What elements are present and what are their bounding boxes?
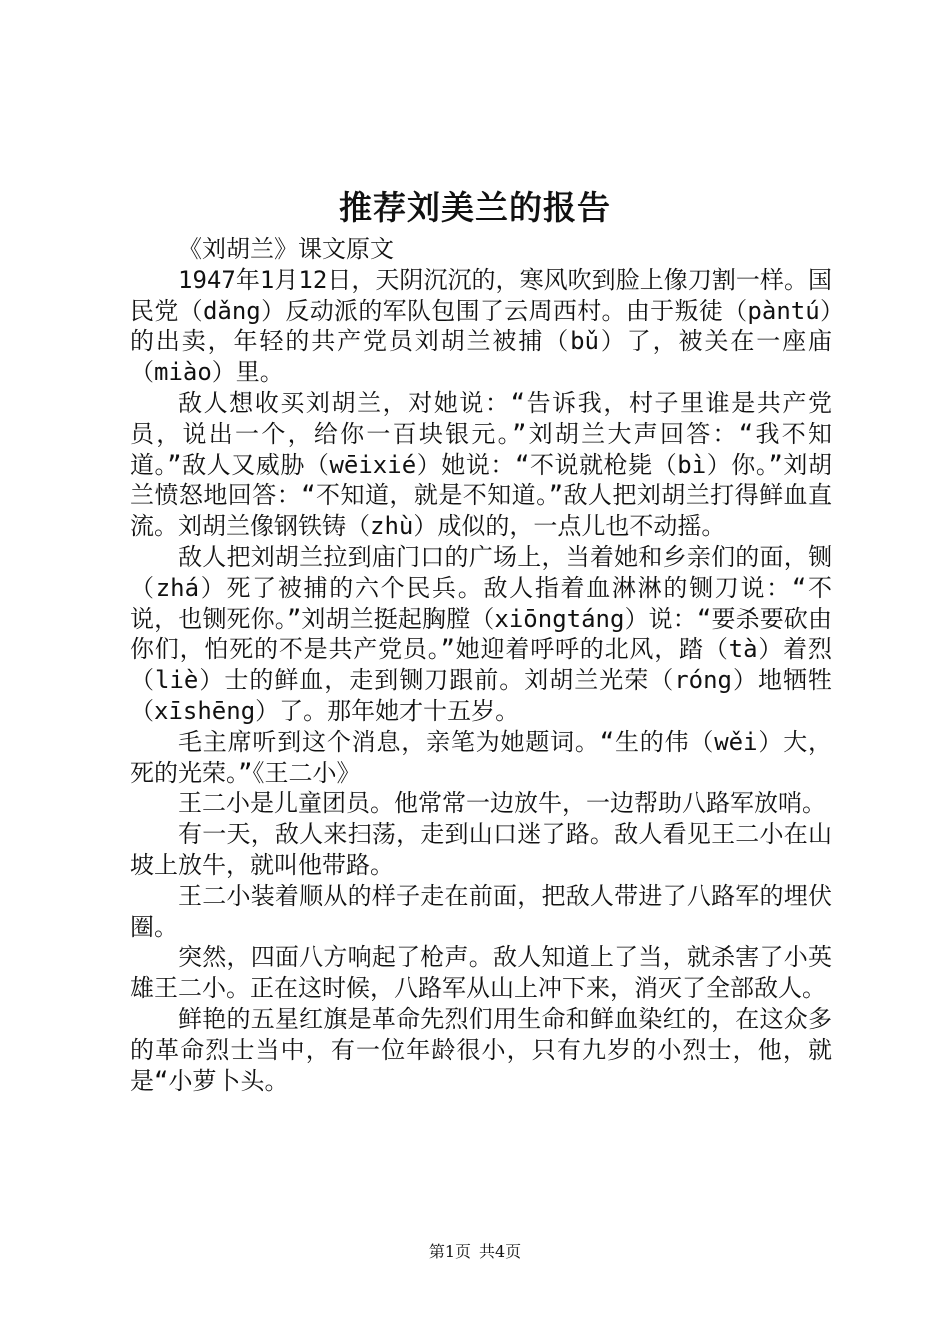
page-footer [0, 1240, 950, 1264]
paragraph: 敌人把刘胡兰拉到庙门口的广场上，当着她和乡亲们的面，铡（zhá）死了被捕的六个民兵。敌人指着血淋淋的铡刀说：“不说，也铡死你。”刘胡兰挺起胸膛（xiōngtáng）说：“要杀要砍由你们，怕死的不是共产党员。”她迎着呼呼的北风，踏（tà）着烈（liè）士的鲜血，走到铡刀跟前。刘胡兰光荣（róng）地牺牲（xīshēng）了。那年她才十五岁。 [130, 542, 832, 725]
paragraph: 王二小是儿童团员。他常常一边放牛，一边帮助八路军放哨。 [178, 789, 826, 818]
paragraph: 突然，四面八方响起了枪声。敌人知道上了当，就杀害了小英雄王二小。正在这时候，八路军从山上冲下来，消灭了全部敌人。 [130, 943, 832, 1003]
page-number: 第1页 [428, 1242, 471, 1261]
document-body [130, 234, 832, 1096]
paragraph: 敌人想收买刘胡兰，对她说：“告诉我，村子里谁是共产党员，说出一个，给你一百块银元。”刘胡兰大声回答：“我不知道。”敌人又威胁（wēixié）她说：“不说就枪毙（bì）你。”刘胡兰愤怒地回答：“不知道，就是不知道。”敌人把刘胡兰打得鲜血直流。刘胡兰像钢铁铸（zhù）成似的，一点儿也不动摇。 [130, 388, 832, 541]
page-total: 共4页 [479, 1242, 522, 1261]
paragraph: 《刘胡兰》课文原文 [178, 235, 394, 263]
paragraph: 王二小装着顺从的样子走在前面，把敌人带进了八路军的埋伏圈。 [130, 881, 832, 941]
paragraph: 有一天，敌人来扫荡，走到山口迷了路。敌人看见王二小在山坡上放牛，就叫他带路。 [130, 820, 832, 879]
paragraph: 毛主席听到这个消息，亲笔为她题词。“生的伟（wěi）大，死的光荣。”《王二小》 [130, 727, 832, 787]
document-title: 推荐刘美兰的报告 [339, 188, 611, 227]
paragraph: 鲜艳的五星红旗是革命先烈们用生命和鲜血染红的，在这众多的革命烈士当中，有一位年龄很小，只有九岁的小烈士，他，就是“小萝卜头。 [130, 1004, 832, 1095]
paragraph: 1947年1月12日，天阴沉沉的，寒风吹到脸上像刀割一样。国民党（dǎng）反动派的军队包围了云周西村。由于叛徒（pàntú）的出卖，年轻的共产党员刘胡兰被捕（bǔ）了，被关在一座庙（miào）里。 [130, 265, 832, 387]
